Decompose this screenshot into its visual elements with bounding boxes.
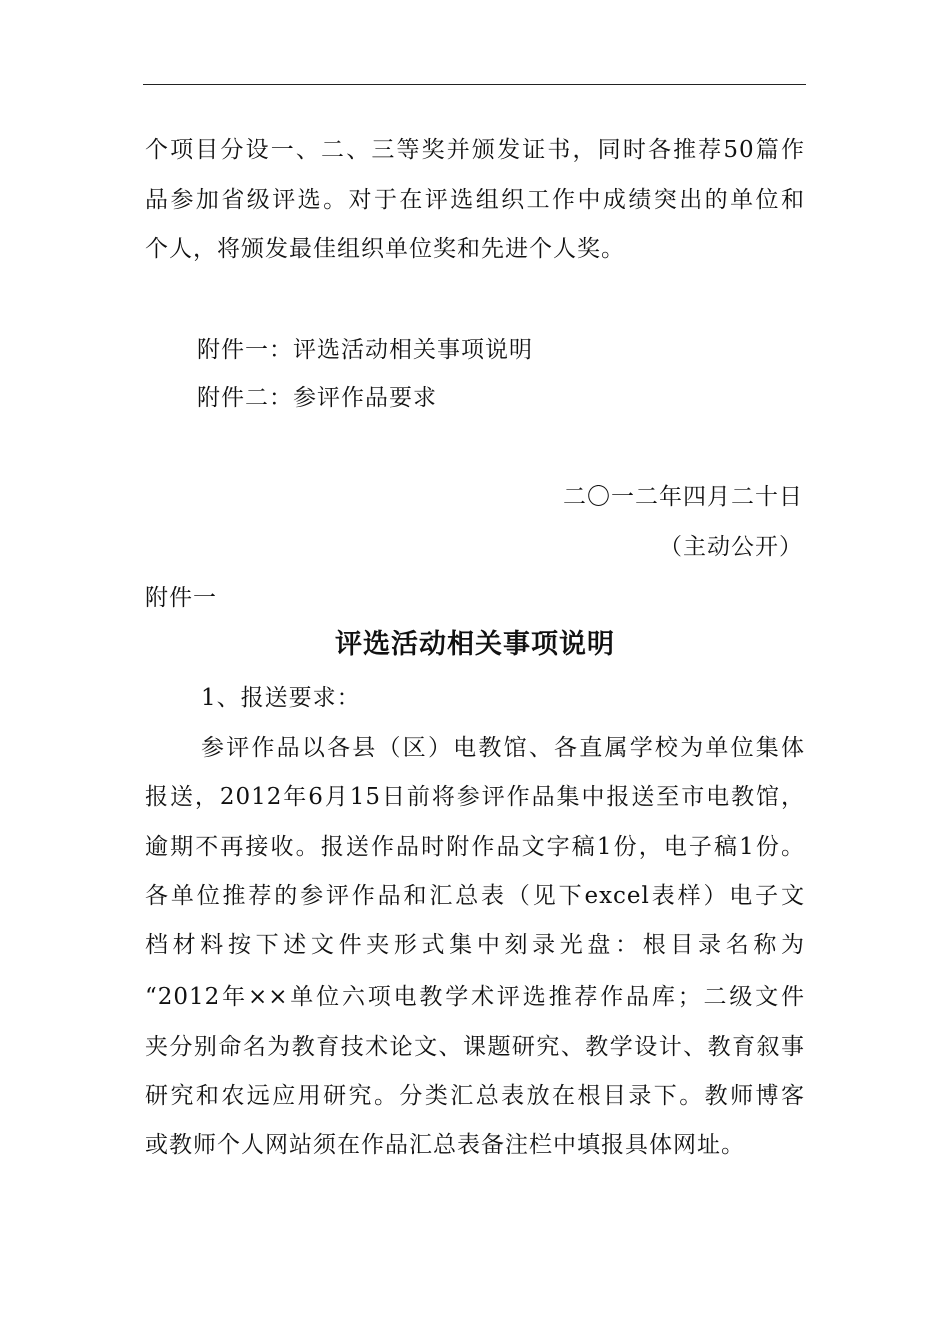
attachment-item: 附件二：参评作品要求 (197, 385, 437, 411)
body-line: “2012年××单位六项电教学术评选推荐作品库；二级文件 (145, 984, 805, 1010)
header-rule (143, 84, 806, 85)
paragraph-line: 品参加省级评选。对于在评选组织工作中成绩突出的单位和 (145, 187, 805, 213)
body-line: 档材料按下述文件夹形式集中刻录光盘：根目录名称为 (145, 932, 805, 958)
section-heading: 1、报送要求： (201, 685, 361, 711)
annex-label: 附件一 (145, 585, 217, 611)
body-line: 参评作品以各县（区）电教馆、各直属学校为单位集体 (201, 735, 805, 761)
annex-title: 评选活动相关事项说明 (335, 629, 615, 660)
attachment-item: 附件一：评选活动相关事项说明 (197, 337, 533, 363)
body-line: 或教师个人网站须在作品汇总表备注栏中填报具体网址。 (145, 1132, 745, 1158)
document-date: 二〇一二年四月二十日 (563, 484, 803, 510)
paragraph-line: 个人，将颁发最佳组织单位奖和先进个人奖。 (145, 236, 625, 262)
body-line: 逾期不再接收。报送作品时附作品文字稿1份，电子稿1份。 (145, 834, 805, 860)
paragraph-line: 个项目分设一、二、三等奖并颁发证书，同时各推荐50篇作 (145, 137, 805, 163)
body-line: 研究和农远应用研究。分类汇总表放在根目录下。教师博客 (145, 1083, 805, 1109)
body-line: 报送，2012年6月15日前将参评作品集中报送至市电教馆， (145, 784, 805, 810)
disclosure-note: （主动公开） (659, 534, 803, 560)
body-line: 夹分别命名为教育技术论文、课题研究、教学设计、教育叙事 (145, 1034, 805, 1060)
body-line: 各单位推荐的参评作品和汇总表（见下excel表样）电子文 (145, 883, 805, 909)
